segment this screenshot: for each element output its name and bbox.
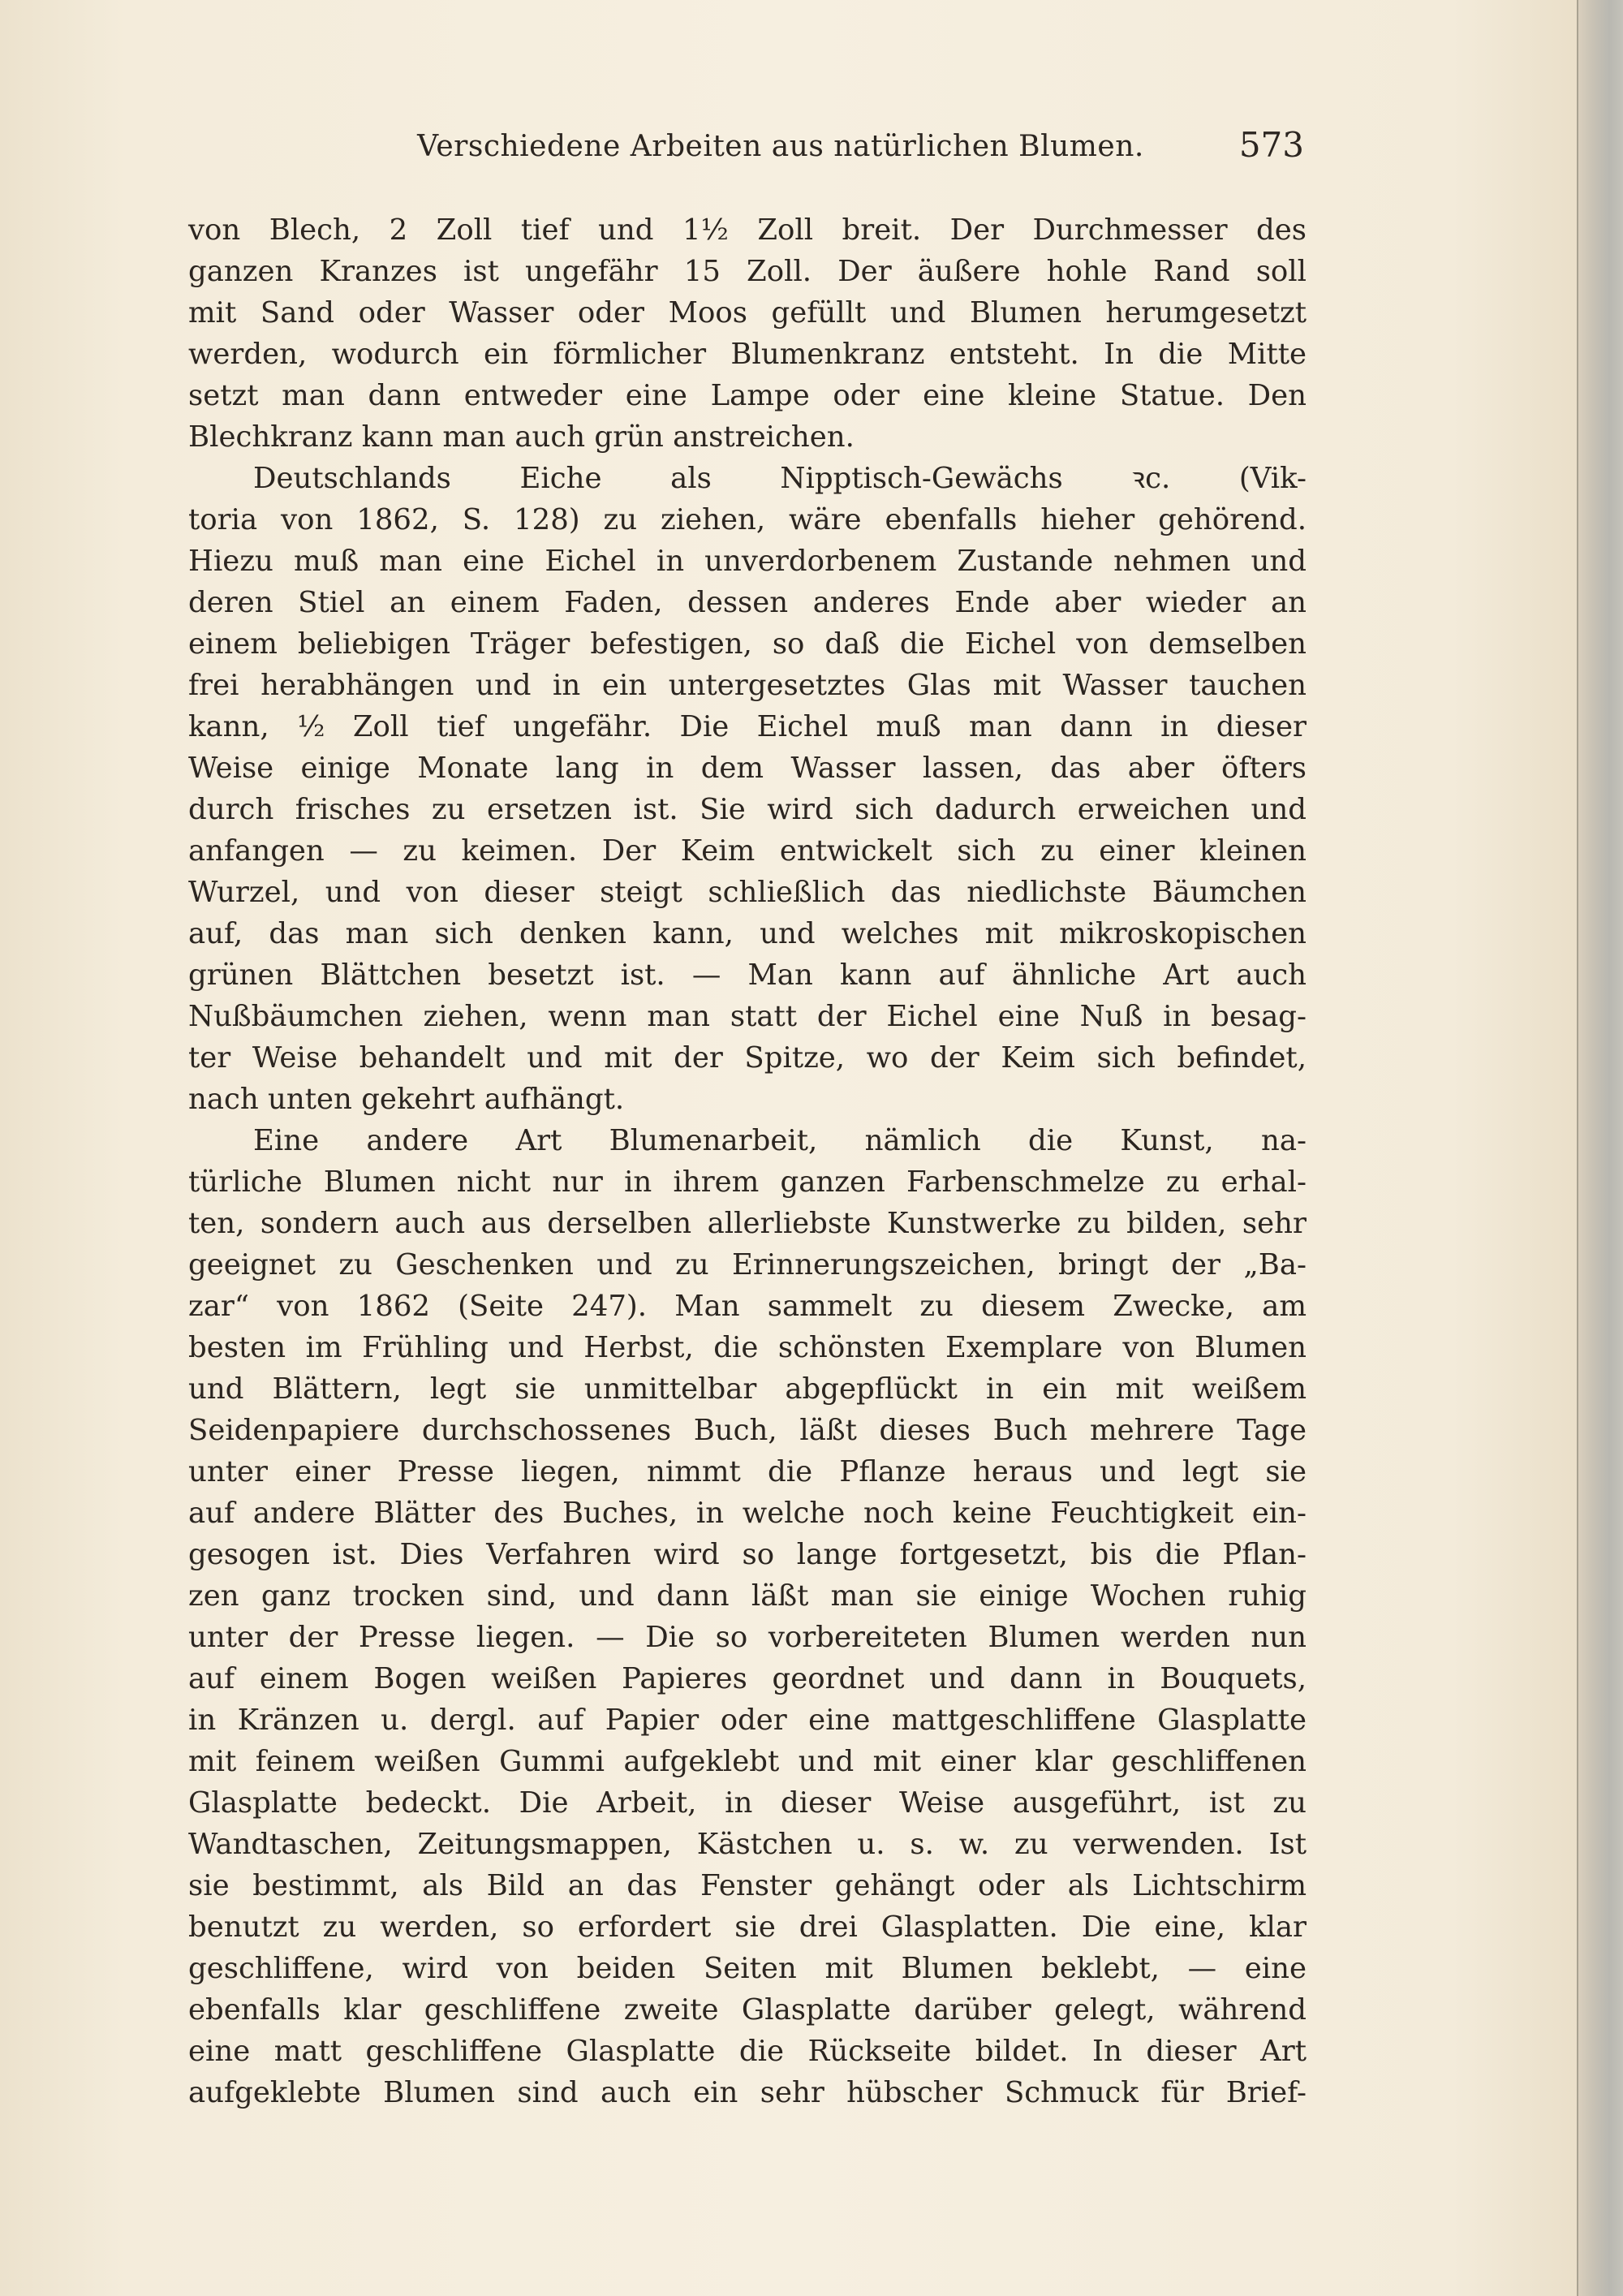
- text-line: auf einem Bogen weißen Papieres geordnet und dann in Bouquets,: [188, 1662, 1307, 1695]
- text-line: nach unten gekehrt aufhängt.: [188, 1083, 625, 1116]
- text-line: kann, ½ Zoll tief ungefähr. Die Eichel muß man dann in dieser: [188, 710, 1307, 743]
- text-line: Glasplatte bedeckt. Die Arbeit, in dieser Weise ausgeführt, ist zu: [188, 1786, 1307, 1820]
- text-line: ganzen Kranzes ist ungefähr 15 Zoll. Der äußere hohle Rand soll: [188, 255, 1307, 288]
- text-line: und Blättern, legt sie unmittelbar abgepflückt in ein mit weißem: [188, 1372, 1307, 1406]
- text-line: gesogen ist. Dies Verfahren wird so lange fortgesetzt, bis die Pflan-: [188, 1538, 1307, 1571]
- text-line: Wandtaschen, Zeitungsmappen, Kästchen u. s. w. zu verwenden. Ist: [188, 1828, 1307, 1861]
- text-line: ten, sondern auch aus derselben allerliebste Kunstwerke zu bilden, sehr: [188, 1207, 1307, 1240]
- text-line: eine matt geschliffene Glasplatte die Rückseite bildet. In dieser Art: [188, 2035, 1307, 2068]
- page-edge: [1577, 0, 1623, 2296]
- text-line: Nußbäumchen ziehen, wenn man statt der Eichel eine Nuß in besag-: [188, 1000, 1307, 1033]
- running-title: Verschiedene Arbeiten aus natürlichen Blumen.: [417, 130, 1144, 163]
- text-line: geeignet zu Geschenken und zu Erinnerungszeichen, bringt der „Ba-: [188, 1248, 1307, 1282]
- text-line: unter der Presse liegen. — Die so vorbereiteten Blumen werden nun: [188, 1621, 1307, 1654]
- text-line: von Blech, 2 Zoll tief und 1½ Zoll breit. Der Durchmesser des: [188, 213, 1307, 247]
- text-line: türliche Blumen nicht nur in ihrem ganzen Farbenschmelze zu erhal-: [188, 1165, 1307, 1199]
- text-line: ter Weise behandelt und mit der Spitze, wo der Keim sich befindet,: [188, 1041, 1307, 1075]
- text-line: anfangen — zu keimen. Der Keim entwickelt sich zu einer kleinen: [188, 834, 1307, 868]
- text-line: Wurzel, und von dieser steigt schließlich das niedlichste Bäumchen: [188, 876, 1307, 909]
- text-line: zar“ von 1862 (Seite 247). Man sammelt zu diesem Zwecke, am: [188, 1290, 1307, 1323]
- text-line: frei herabhängen und in ein untergesetztes Glas mit Wasser tauchen: [188, 669, 1307, 702]
- text-line: aufgeklebte Blumen sind auch ein sehr hübscher Schmuck für Brief-: [188, 2076, 1307, 2109]
- paragraph-start-line: Eine andere Art Blumenarbeit, nämlich die Kunst, na-: [253, 1124, 1307, 1157]
- text-line: in Kränzen u. dergl. auf Papier oder eine mattgeschliffene Glasplatte: [188, 1704, 1307, 1737]
- text-line: sie bestimmt, als Bild an das Fenster gehängt oder als Lichtschirm: [188, 1869, 1307, 1902]
- text-line: zen ganz trocken sind, und dann läßt man sie einige Wochen ruhig: [188, 1579, 1307, 1613]
- page-number: 573: [1238, 125, 1304, 165]
- text-line: werden, wodurch ein förmlicher Blumenkranz entsteht. In die Mitte: [188, 338, 1307, 371]
- paragraph-start-line: Deutschlands Eiche als Nipptisch-Gewächs ꝛc. (Vik-: [253, 462, 1307, 495]
- text-line: geschliffene, wird von beiden Seiten mit Blumen beklebt, — eine: [188, 1952, 1307, 1985]
- text-line: ebenfalls klar geschliffene zweite Glasplatte darüber gelegt, während: [188, 1993, 1307, 2027]
- text-line: benutzt zu werden, so erfordert sie drei Glasplatten. Die eine, klar: [188, 1910, 1307, 1944]
- text-line: Hiezu muß man eine Eichel in unverdorbenem Zustande nehmen und: [188, 545, 1307, 578]
- text-line: grünen Blättchen besetzt ist. — Man kann auf ähnliche Art auch: [188, 958, 1307, 992]
- text-line: auf, das man sich denken kann, und welches mit mikroskopischen: [188, 917, 1307, 950]
- text-line: Seidenpapiere durchschossenes Buch, läßt dieses Buch mehrere Tage: [188, 1414, 1307, 1447]
- text-line: setzt man dann entweder eine Lampe oder eine kleine Statue. Den: [188, 379, 1307, 412]
- text-line: auf andere Blätter des Buches, in welche noch keine Feuchtigkeit ein-: [188, 1497, 1307, 1530]
- body-text: [188, 209, 1307, 2113]
- text-line: Weise einige Monate lang in dem Wasser lassen, das aber öfters: [188, 752, 1307, 785]
- text-line: mit Sand oder Wasser oder Moos gefüllt und Blumen herumgesetzt: [188, 296, 1307, 330]
- text-line: einem beliebigen Träger befestigen, so daß die Eichel von demselben: [188, 627, 1307, 661]
- text-line: mit feinem weißen Gummi aufgeklebt und mit einer klar geschliffenen: [188, 1745, 1307, 1778]
- text-line: deren Stiel an einem Faden, dessen anderes Ende aber wieder an: [188, 586, 1307, 619]
- text-line: durch frisches zu ersetzen ist. Sie wird sich dadurch erweichen und: [188, 793, 1307, 826]
- page-header: [188, 125, 1304, 179]
- text-line: toria von 1862, S. 128) zu ziehen, wäre ebenfalls hieher gehörend.: [188, 503, 1307, 536]
- text-line: besten im Frühling und Herbst, die schönsten Exemplare von Blumen: [188, 1331, 1307, 1364]
- text-line: unter einer Presse liegen, nimmt die Pflanze heraus und legt sie: [188, 1455, 1307, 1488]
- text-line: Blechkranz kann man auch grün anstreichen.: [188, 420, 855, 454]
